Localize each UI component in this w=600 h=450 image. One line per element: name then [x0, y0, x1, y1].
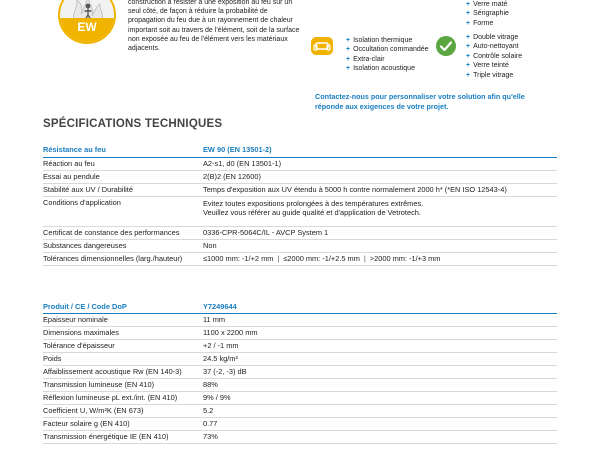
options-right-list [466, 33, 522, 80]
option-item: + Triple vitrage [466, 71, 514, 79]
option-item: + Verre maté [466, 1, 508, 8]
application-condition-line: Veuillez vous référer au guide qualité et d'application de Vetrotech. [203, 208, 421, 217]
section-title: SPÉCIFICATIONS TECHNIQUES [43, 118, 223, 130]
table-row: Réflexion lumineuse ρL ext./int. (EN 410) 9% / 9% [43, 392, 557, 405]
table-row: Facteur solaire g (EN 410) 0.77 [43, 418, 557, 431]
option-item: + Isolation acoustique [346, 65, 415, 73]
sofa-icon [311, 37, 333, 55]
header-value: EW 90 (EN 13501-2) [203, 144, 557, 157]
table-row: Certificat de constance des performances 0336-CPR-5064C/IL - AVCP System 1 [43, 226, 557, 239]
options-left-list [346, 36, 429, 74]
option-item: + Forme [466, 19, 494, 27]
check-icon [436, 36, 456, 56]
table-row: Tolérance d'épaisseur +2 / -1 mm [43, 340, 557, 353]
table-row: Dimensions maximales 1100 x 2200 mm [43, 327, 557, 340]
header-value: Y7249644 [203, 301, 557, 314]
option-item: + Isolation thermique [346, 37, 413, 44]
option-item: + Extra-clair [346, 55, 385, 63]
table-row: Transmission énergétique IE (EN 410) 73% [43, 431, 557, 444]
table-row: Epaisseur nominale 11 mm [43, 314, 557, 327]
option-item: + Auto-nettoyant [466, 43, 519, 51]
contact-text: Contactez-nous pour personnaliser votre solution afin qu'elle réponde aux exigences de votre projet. [315, 92, 525, 111]
ew-badge: EW [60, 18, 114, 44]
option-item: + Occultation commandée [346, 46, 429, 54]
option-item: + Double vitrage [466, 34, 519, 41]
tolerance-values: ≤1000 mm: -1/+2 mm | ≤2000 mm: -1/+2.5 mm | >2000 mm: -1/+3 mm [203, 252, 557, 265]
table-header-row [43, 301, 557, 314]
header-key: Produit / CE / Code DoP [43, 301, 203, 314]
table-row: Poids 24.5 kg/m² [43, 353, 557, 366]
table-row: Substances dangereuses Non [43, 239, 557, 252]
option-item: + Sérigraphie [466, 10, 509, 18]
table-row: Coefficient U, W/m²K (EN 673) 5.2 [43, 405, 557, 418]
fire-resistance-table [43, 144, 557, 266]
table-row: Réaction au feu A2-s1, d0 (EN 13501-1) [43, 157, 557, 170]
option-item: + Contrôle solaire [466, 52, 523, 60]
table-row: Stabilité aux UV / Durabilité Temps d'exposition aux UV étendu à 5000 h contre normalement 2000 h* (*EN ISO 12543-4) [43, 183, 557, 196]
header-key: Résistance au feu [43, 144, 203, 157]
ew-fire-logo [58, 0, 116, 44]
options-top-list [466, 0, 509, 28]
table-row: Affaiblissement acoustique Rw (EN 140-3) 37 (-2, -3) dB [43, 366, 557, 379]
application-condition-line: Evitez toutes expositions prolongées à des températures extrêmes. [203, 198, 424, 208]
option-item: + Verre teinté [466, 62, 509, 70]
ew-description: construction à résister à une exposition au feu sur un seul côté, de façon à réduire la probabilité de propagation du feu due à un rayonnement de chaleur important soit au travers de l'élément, soit de la surface non exposée au feu de l'élément vers les matériaux adjacents. [128, 0, 300, 53]
product-table [43, 301, 557, 444]
table-row: Essai au pendule 2(B)2 (EN 12600) [43, 170, 557, 183]
table-row: Transmission lumineuse (EN 410) 88% [43, 379, 557, 392]
table-row: Tolérances dimensionnelles (larg./hauteur) ≤1000 mm: -1/+2 mm | ≤2000 mm: -1/+2.5 mm | >2000 mm: -1/+3 mm [43, 252, 557, 265]
table-row: Conditions d'application Evitez toutes expositions prolongées à des températures extrêmes. Veuillez vous référer au guide qualité et d'application de Vetrotech. [43, 196, 557, 226]
top-section [0, 0, 600, 115]
table-header-row [43, 144, 557, 157]
